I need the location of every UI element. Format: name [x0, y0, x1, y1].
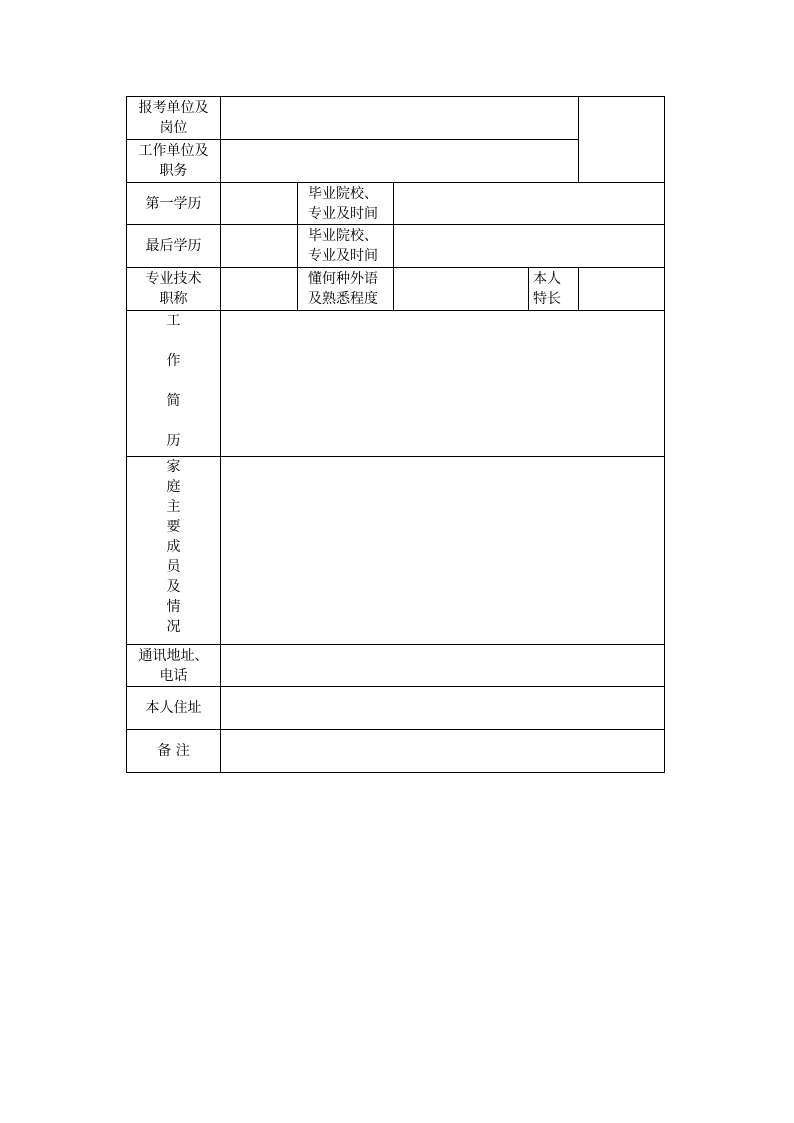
foreign-language-field[interactable] [394, 268, 529, 311]
home-address-label: 本人住址 [127, 687, 221, 730]
remarks-field[interactable] [221, 730, 665, 773]
apply-unit-position-label: 报考单位及 岗位 [127, 97, 221, 140]
work-unit-duty-label: 工作单位及 职务 [127, 140, 221, 183]
last-education-label: 最后学历 [127, 225, 221, 268]
graduation-school-field-last[interactable] [394, 225, 665, 268]
professional-title-field[interactable] [221, 268, 298, 311]
specialty-label: 本人 特长 [529, 268, 579, 311]
registration-form-table [126, 96, 665, 773]
graduation-school-label-last: 毕业院校、 专业及时间 [298, 225, 394, 268]
first-education-field[interactable] [221, 183, 298, 225]
contact-address-phone-label: 通讯地址、 电话 [127, 645, 221, 687]
contact-address-phone-field[interactable] [221, 645, 665, 687]
work-history-label: 工 作 简 历 [127, 311, 221, 457]
family-members-field[interactable] [221, 457, 665, 645]
family-members-label: 家 庭 主 要 成 员 及 情 况 [127, 457, 221, 645]
apply-unit-position-field[interactable] [221, 97, 579, 140]
home-address-field[interactable] [221, 687, 665, 730]
work-unit-duty-field[interactable] [221, 140, 579, 183]
last-education-field[interactable] [221, 225, 298, 268]
graduation-school-label-first: 毕业院校、 专业及时间 [298, 183, 394, 225]
work-history-field[interactable] [221, 311, 665, 457]
specialty-field[interactable] [579, 268, 665, 311]
professional-title-label: 专业技术 职称 [127, 268, 221, 311]
photo-cell [579, 97, 665, 183]
graduation-school-field-first[interactable] [394, 183, 665, 225]
foreign-language-label: 懂何种外语 及熟悉程度 [298, 268, 394, 311]
first-education-label: 第一学历 [127, 183, 221, 225]
remarks-label: 备 注 [127, 730, 221, 773]
